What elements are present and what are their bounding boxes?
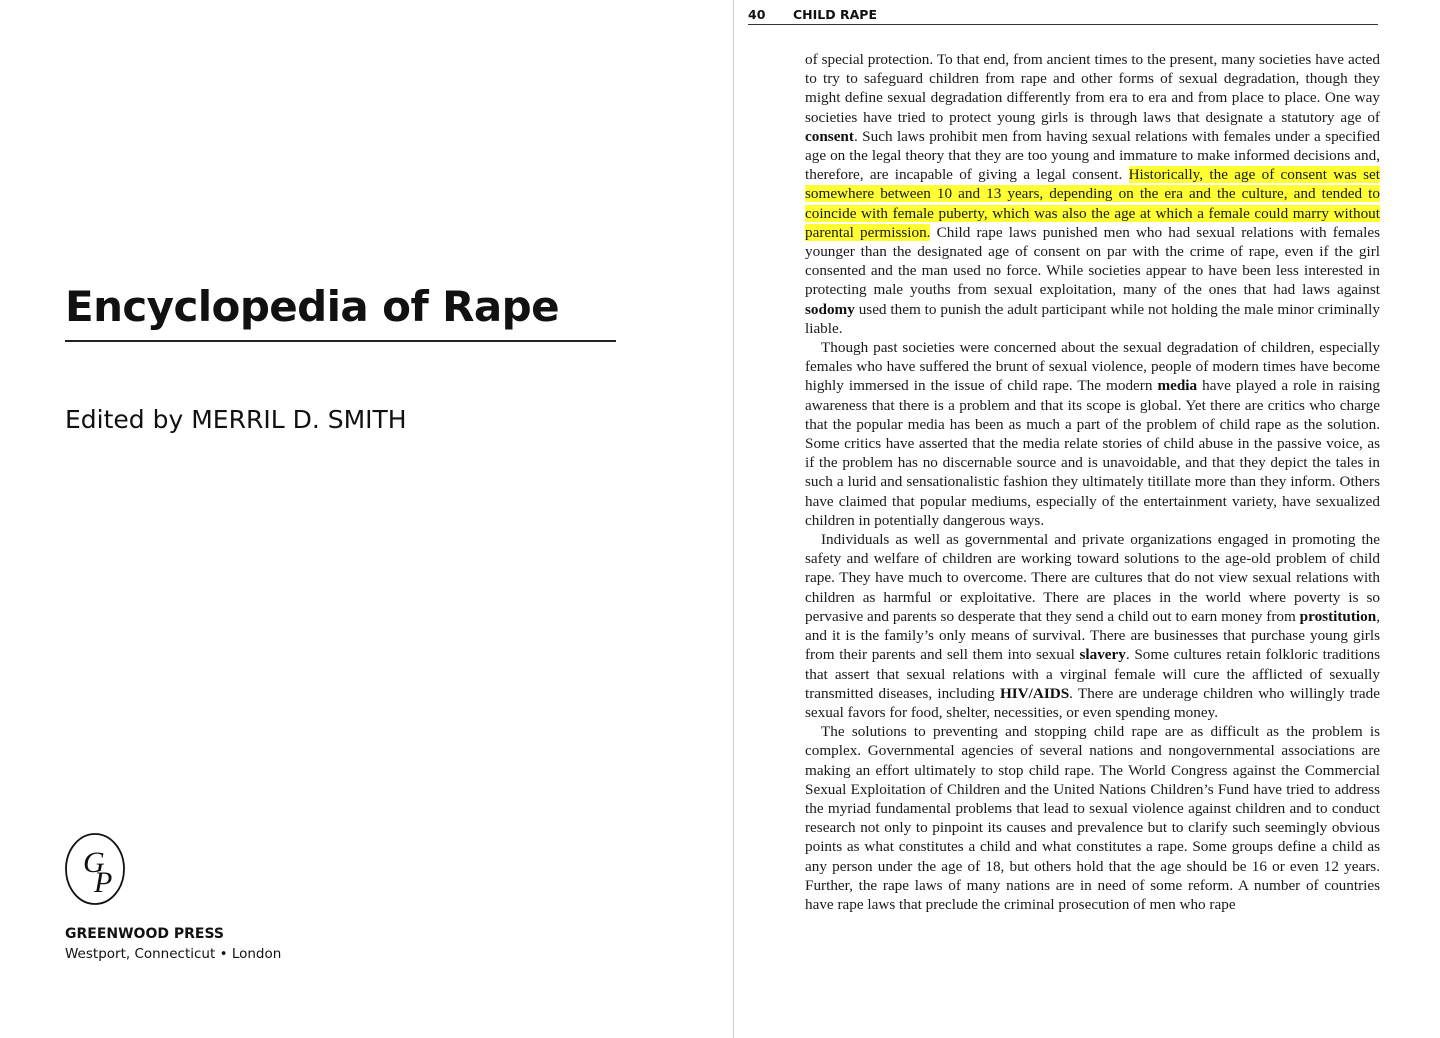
title-rule <box>65 340 616 342</box>
publisher-name: GREENWOOD PRESS <box>65 926 224 942</box>
cross-reference-term: HIV/AIDS <box>999 684 1070 702</box>
text-run: of special protection. To that end, from ancient times to the present, many societies have acted to try to safeguard children from rape and other forms of sexual degradation, though they might define sexual degradation differently from era to era and from place to place. One way societies have tried to protect young girls is through laws that designate a statutory age of <box>805 51 1380 126</box>
cross-reference-term: consent <box>805 127 854 145</box>
cross-reference-term: slavery <box>1079 646 1126 664</box>
paragraph <box>805 338 1380 530</box>
text-run: Child rape laws punished men who had sexual relations with females younger than the designated age of consent on par with the crime of rape, even if the girl consented and the man used no force. While societies appear to have been less interested in protecting male youths from sexual exploitation, many of the ones that had laws against <box>805 223 1380 299</box>
publisher-location: Westport, Connecticut • London <box>65 946 282 962</box>
book-title: Encyclopedia of Rape <box>65 282 559 331</box>
svg-text:G: G <box>83 846 105 879</box>
text-run: . Such laws prohibit men from having sexual relations with females under a specified age on the legal theory that they are too young and immature to make informed decisions and, therefore, are incapable of giving a legal consent. <box>805 127 1380 184</box>
text-run: The solutions to preventing and stopping child rape are as difficult as the problem is complex. Governmental agencies of several nations and nongovernmental associations are making an effort ultimately to stop child rape. The World Congress against the Commercial Sexual Exploitation of Children and the United Nations Children’s Fund have tried to address the myriad fundamental problems that lead to sexual violence against children and to conduct research not only to pinpoint its causes and prevalence but to clarify such seemingly obvious points as what constitutes a child and what constitutes a rape. Some groups define a child as any person under the age of 18, but others hold that the age should be 16 or even 12 years. Further, the rape laws of many nations are in need of some reform. A number of countries have rape laws that preclude the criminal prosecution of men who rape <box>805 723 1380 913</box>
header-rule <box>748 24 1378 25</box>
text-run: . There are underage children who willingly trade sexual favors for food, shelter, necessities, or even spending money. <box>805 684 1381 721</box>
svg-text:P: P <box>94 866 113 899</box>
text-run: used them to punish the adult participant while not holding the male minor criminally liable. <box>805 300 1380 337</box>
page-number: 40 <box>748 7 766 22</box>
gp-logo-svg <box>64 832 126 906</box>
article-body <box>805 50 1380 914</box>
text-run: . Some cultures retain folkloric traditions that assert that sexual relations with a virginal female will cure the afflicted of sexually transmitted diseases, including <box>805 646 1380 702</box>
cross-reference-term: sodomy <box>805 300 855 318</box>
content-page <box>734 0 1440 1038</box>
paragraph <box>805 50 1380 338</box>
text-run: Individuals as well as governmental and private organizations engaged in promoting the safety and welfare of children are working toward solutions to the age-old problem of child rape. They have much to overcome. There are cultures that do not view sexual relations with children as harmful or exploitative. There are places in the world where poverty is so pervasive and parents so desperate that they send a child out to earn money from <box>805 531 1380 625</box>
gp-monogram-logo <box>64 832 126 906</box>
highlighted-text: Historically, the age of consent was set somewhere between 10 and 13 years, depending on the era and the culture, and tended to coincide with female puberty, which was also the age at which a female could marry without parental permission. <box>805 166 1381 241</box>
text-run: , and it is the family’s only means of survival. There are businesses that purchase young girls from their parents and sell them into sexual <box>805 607 1380 664</box>
paragraph <box>805 530 1380 722</box>
running-head: CHILD RAPE <box>793 7 877 22</box>
cross-reference-term: prostitution <box>1299 607 1377 625</box>
editor-credit: Edited by MERRIL D. SMITH <box>65 405 407 434</box>
text-run: Though past societies were concerned about the sexual degradation of children, especially females who have suffered the brunt of sexual violence, people of modern times have become highly immersed in the issue of child rape. The modern <box>805 339 1380 395</box>
cross-reference-term: media <box>1157 377 1198 395</box>
text-run: have played a role in raising awareness that there is a problem and that its scope is global. Yet there are critics who charge that the popular media has been as much a part of the problem of child rape as the solution. Some critics have asserted that the media relate stories of child abuse in the passive voice, as if the problem has no discernable source and is unavoidable, and that they depict the tales in such a lurid and sensationalistic fashion they ultimately titillate more than they inform. Others have claimed that popular mediums, especially of the entertainment variety, have sexualized children in potentially dangerous ways. <box>805 377 1380 529</box>
paragraph <box>805 722 1380 914</box>
